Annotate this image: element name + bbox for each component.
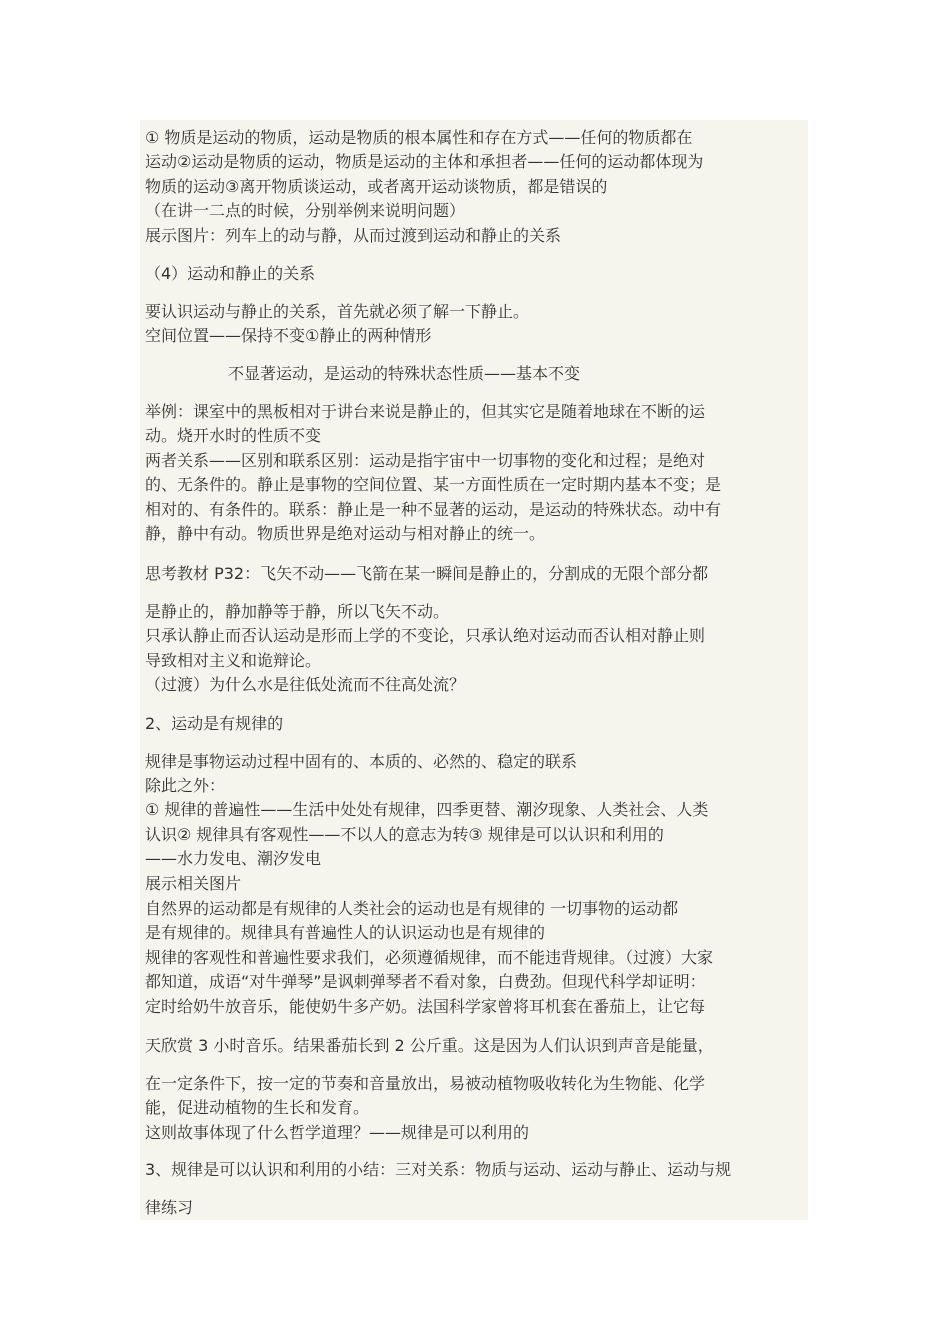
text-line: 是静止的，静加静等于静，所以飞矢不动。 xyxy=(145,602,450,621)
text-line: 空间位置——保持不变①静止的两种情形 xyxy=(145,326,432,345)
text-line: 思考教材 P32：飞矢不动——飞箭在某一瞬间是静止的，分割成的无限个部分都 xyxy=(145,564,709,583)
text-line: 运动②运动是物质的运动，物质是运动的主体和承担者——任何的运动都体现为 xyxy=(145,152,704,171)
text-line: 自然界的运动都是有规律的人类社会的运动也是有规律的 一切事物的运动都 xyxy=(145,899,679,918)
text-line: 在一定条件下，按一定的节奏和音量放出，易被动植物吸收转化为生物能、化学 xyxy=(145,1074,706,1093)
text-line: 都知道，成语“对牛弹琴”是讽刺弹琴者不看对象，白费劲。但现代科学却证明： xyxy=(145,972,706,991)
text-line: ① 物质是运动的物质，运动是物质的根本属性和存在方式——任何的物质都在 xyxy=(145,128,693,147)
text-line: 律练习 xyxy=(145,1198,194,1217)
text-line: 物质的运动③离开物质谈运动，或者离开运动谈物质，都是错误的 xyxy=(145,177,608,196)
section-heading: 3、规律是可以认识和利用的小结：三对关系：物质与运动、运动与静止、运动与规 xyxy=(145,1160,732,1179)
text-line: （在讲一二点的时候，分别举例来说明问题） xyxy=(145,201,466,220)
text-line: 这则故事体现了什么哲学道理？——规律是可以利用的 xyxy=(145,1123,530,1142)
text-line: 不显著运动，是运动的特殊状态性质——基本不变 xyxy=(228,364,581,383)
text-line: 两者关系——区别和联系区别：运动是指宇宙中一切事物的变化和过程；是绝对 xyxy=(145,451,706,470)
section-heading: （4）运动和静止的关系 xyxy=(145,264,316,283)
text-line: 只承认静止而否认运动是形而上学的不变论，只承认绝对运动而否认相对静止则 xyxy=(145,626,706,645)
text-line: 动。烧开水时的性质不变 xyxy=(145,426,322,445)
section-heading: 2、运动是有规律的 xyxy=(145,714,284,733)
text-line: 天欣赏 3 小时音乐。结果番茄长到 2 公斤重。这是因为人们认识到声音是能量， xyxy=(145,1036,714,1055)
text-line: ① 规律的普遍性——生活中处处有规律，四季更替、潮汐现象、人类社会、人类 xyxy=(145,800,709,819)
text-line: 认识② 规律具有客观性——不以人的意志为转③ 规律是可以认识和利用的 xyxy=(145,825,664,844)
text-line: 能，促进动植物的生长和发育。 xyxy=(145,1098,370,1117)
text-line: 举例：课室中的黑板相对于讲台来说是静止的，但其实它是随着地球在不断的运 xyxy=(145,402,706,421)
text-line: 展示相关图片 xyxy=(145,874,242,893)
text-line: （过渡）为什么水是往低处流而不往高处流？ xyxy=(145,675,466,694)
text-line: 的、无条件的。静止是事物的空间位置、某一方面性质在一定时期内基本不变；是 xyxy=(145,475,722,494)
text-line: 展示图片：列车上的动与静，从而过渡到运动和静止的关系 xyxy=(145,226,562,245)
text-line: 要认识运动与静止的关系，首先就必须了解一下静止。 xyxy=(145,302,530,321)
text-line: 定时给奶牛放音乐，能使奶牛多产奶。法国科学家曾将耳机套在番茄上，让它每 xyxy=(145,997,706,1016)
text-line: ——水力发电、潮汐发电 xyxy=(145,849,322,868)
text-line: 除此之外： xyxy=(145,776,226,795)
text-line: 相对的、有条件的。联系：静止是一种不显著的运动，是运动的特殊状态。动中有 xyxy=(145,500,722,519)
text-line: 静，静中有动。物质世界是绝对运动与相对静止的统一。 xyxy=(145,524,546,543)
text-line: 规律是事物运动过程中固有的、本质的、必然的、稳定的联系 xyxy=(145,752,578,771)
text-line: 规律的客观性和普遍性要求我们，必须遵循规律，而不能违背规律。（过渡）大家 xyxy=(145,948,714,967)
text-line: 导致相对主义和诡辩论。 xyxy=(145,651,322,670)
text-line: 是有规律的。规律具有普遍性人的认识运动也是有规律的 xyxy=(145,923,546,942)
